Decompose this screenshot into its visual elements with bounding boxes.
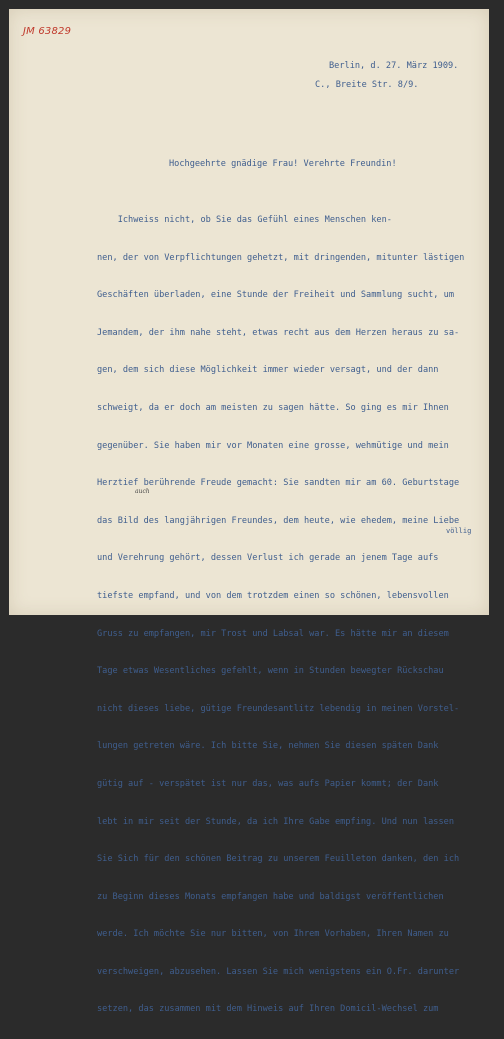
body-line: gegenüber. Sie haben mir vor Monaten eine grosse, wehmütige und mein (97, 440, 449, 451)
sender-address: C., Breite Str. 8/9. (315, 80, 419, 90)
body-line: verschweigen, abzusehen. Lassen Sie mich wenigstens ein O.Fr. darunter (97, 966, 460, 977)
body-line: werde. Ich möchte Sie nur bitten, von Ihrem Vorhaben, Ihren Namen zu (97, 929, 449, 940)
body-line: Tage etwas Wesentliches gefehlt, wenn in Stunden bewegter Rückschau (97, 666, 444, 677)
body-line: Gruss zu empfangen, mir Trost und Labsal war. Es hätte mir an diesem (97, 628, 449, 639)
body-line: das Bild des langjährigen Freundes, dem heute, wie ehedem, meine Liebe (97, 515, 460, 526)
body-line: lungen getreten wäre. Ich bitte Sie, nehmen Sie diesen späten Dank (97, 741, 439, 752)
body-line: gen, dem sich diese Möglichkeit immer wieder versagt, und der dann (97, 365, 439, 376)
body-line: und Verehrung gehört, dessen Verlust ich gerade an jenem Tage aufs (97, 553, 439, 564)
body-line: zu Beginn dieses Monats empfangen habe und baldigst veröffentlichen (97, 891, 444, 902)
letter-body (97, 192, 464, 1039)
body-line: lebt in mir seit der Stunde, da ich Ihre Gabe empfing. Und nun lassen (97, 816, 454, 827)
body-line: Sie Sich für den schönen Beitrag zu unserem Feuilleton danken, den ich (97, 854, 460, 865)
body-line: tiefste empfand, und von dem trotzdem einen so schönen, lebensvollen (97, 590, 449, 601)
archive-mark: JM 63829 (23, 26, 72, 37)
body-line: nen, der von Verpflichtungen gehetzt, mit dringenden, mitunter lästigen (97, 252, 465, 263)
typed-insertion: völlig (446, 527, 472, 535)
handwritten-margin-note: auch (135, 488, 150, 495)
body-line: schweigt, da er doch am meisten zu sagen hätte. So ging es mir Ihnen (97, 402, 449, 413)
body-line: gütig auf - verspätet ist nur das, was aufs Papier kommt; der Dank (97, 778, 439, 789)
place-date: Berlin, d. 27. März 1909. (329, 61, 459, 71)
body-line: setzen, das zusammen mit dem Hinweis auf Ihren Domicil-Wechsel zum (97, 1004, 439, 1015)
body-line: Jemandem, der ihm nahe steht, etwas recht aus dem Herzen heraus zu sa- (97, 327, 460, 338)
body-line: Ichweiss nicht, ob Sie das Gefühl eines Menschen ken- (97, 215, 392, 225)
body-line: Herztief berührende Freude gemacht: Sie sandten mir am 60. Geburtstage (97, 478, 460, 489)
letter-sheet (9, 9, 489, 1015)
salutation: Hochgeehrte gnädige Frau! Verehrte Freundin! (169, 159, 397, 169)
body-line: Geschäften überladen, eine Stunde der Freiheit und Sammlung sucht, um (97, 290, 454, 301)
body-line: nicht dieses liebe, gütige Freundesantlitz lebendig in meinen Vorstel- (97, 703, 460, 714)
